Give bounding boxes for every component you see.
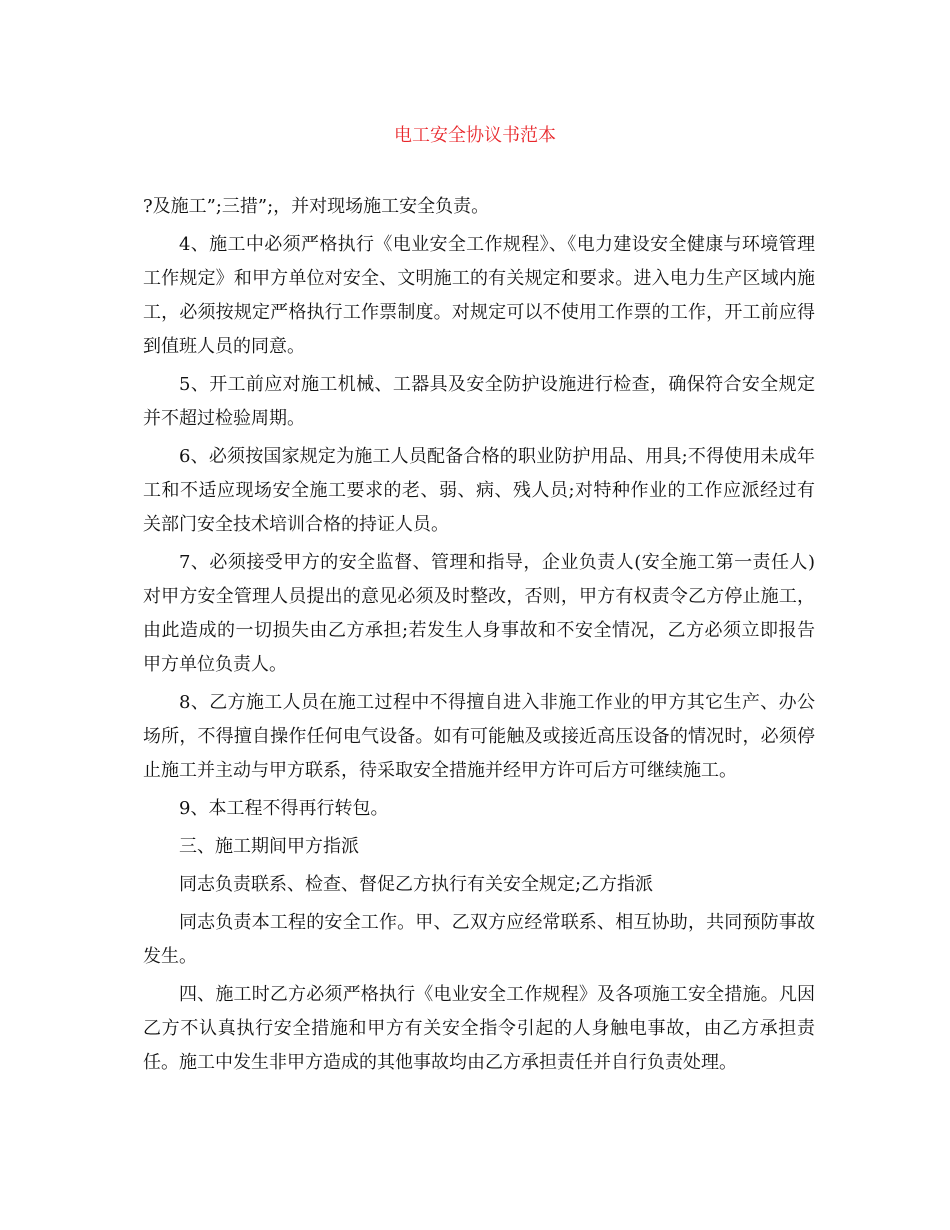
paragraph-item-9: 9、本工程不得再行转包。 [179, 798, 389, 819]
paragraph-item-4: 4、施工中必须严格执行《电业安全工作规程》、《电力建设安全健康与环境管理工作规定》和甲方单位对安全、文明施工的有关规定和要求。进入电力生产区域内施工，必须按规定严格执行工作票制度。对规定可以不使用工作票的工作，开工前应得到值班人员的同意。 [143, 234, 815, 357]
document-body [143, 190, 815, 1084]
paragraph-designee-duty: 同志负责本工程的安全工作。甲、乙双方应经常联系、相互协助，共同预防事故发生。 [143, 912, 815, 967]
paragraph-designee-line: 同志负责联系、检查、督促乙方执行有关安全规定;乙方指派 [179, 874, 654, 895]
paragraph-continuation: ?及施工”;三措”;，并对现场施工安全负责。 [143, 196, 490, 217]
paragraph-item-5: 5、开工前应对施工机械、工器具及安全防护设施进行检查，确保符合安全规定并不超过检验周期。 [143, 374, 815, 429]
document-title: 电工安全协议书范本 [394, 125, 556, 146]
section-heading-3: 三、施工期间甲方指派 [179, 836, 359, 857]
paragraph-item-6: 6、必须按国家规定为施工人员配备合格的职业防护用品、用具;不得使用未成年工和不适应现场安全施工要求的老、弱、病、残人员;对特种作业的工作应派经过有关部门安全技术培训合格的持证人员。 [143, 446, 815, 535]
paragraph-item-8: 8、乙方施工人员在施工过程中不得擅自进入非施工作业的甲方其它生产、办公场所，不得擅自操作任何电气设备。如有可能触及或接近高压设备的情况时，必须停止施工并主动与甲方联系，待采取安全措施并经甲方许可后方可继续施工。 [143, 692, 815, 781]
paragraph-item-7: 7、必须接受甲方的安全监督、管理和指导，企业负责人(安全施工第一责任人)对甲方安全管理人员提出的意见必须及时整改，否则，甲方有权责令乙方停止施工，由此造成的一切损失由乙方承担;若发生人身事故和不安全情况，乙方必须立即报告甲方单位负责人。 [143, 552, 815, 675]
section-paragraph-4: 四、施工时乙方必须严格执行《电业安全工作规程》及各项施工安全措施。凡因乙方不认真执行安全措施和甲方有关安全指令引起的人身触电事故，由乙方承担责任。施工中发生非甲方造成的其他事故均由乙方承担责任并自行负责处理。 [143, 984, 815, 1073]
